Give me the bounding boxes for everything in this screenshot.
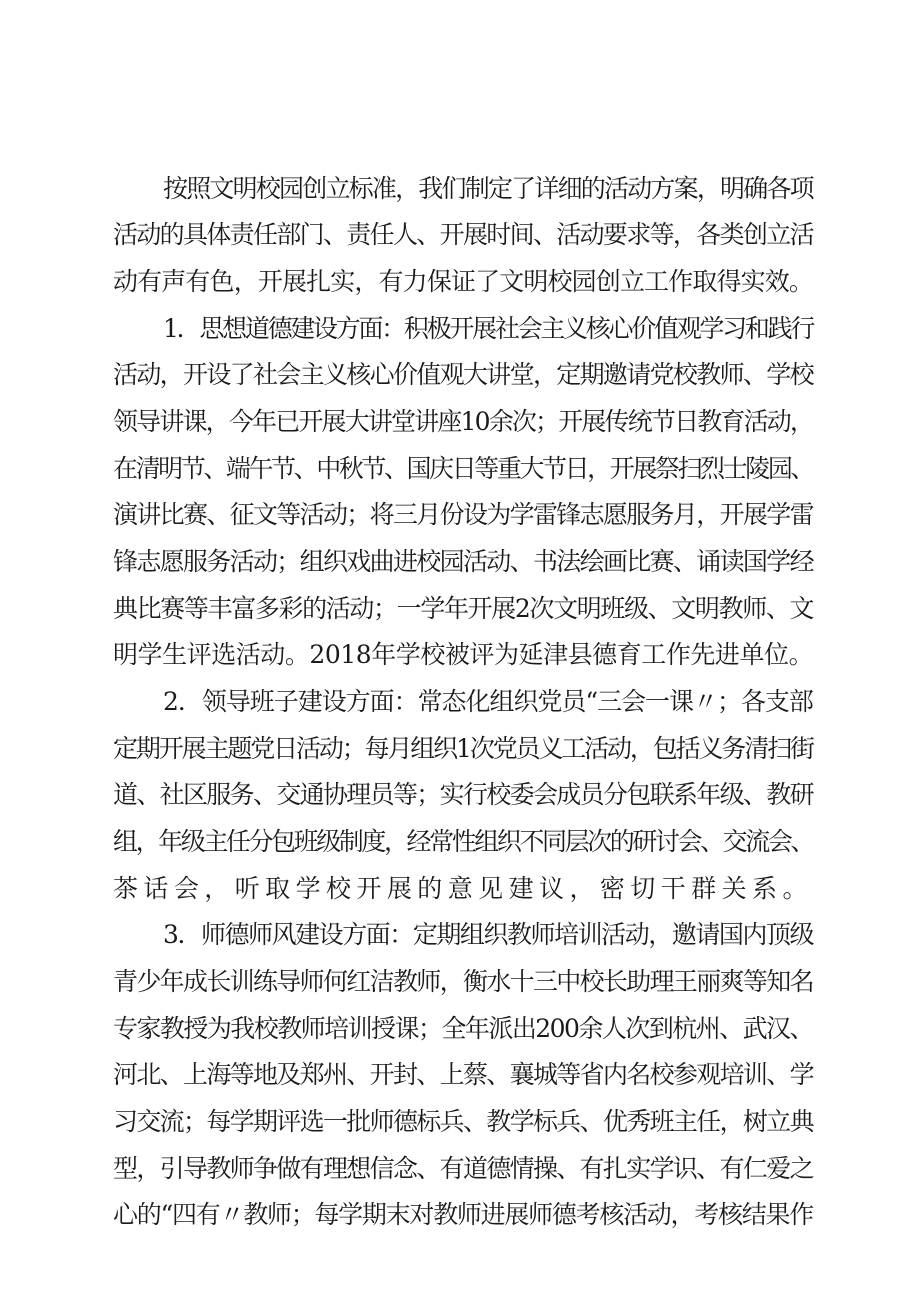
paragraph-3-line-2: 定期开展主题党日活动；每月组织1次党员义工活动，包括义务清扫街	[113, 734, 813, 763]
paragraph-2-line-8: 明学生评选活动。2018年学校被评为延津县德育工作先进单位。	[113, 640, 814, 669]
paragraph-3-line-1: 2．领导班子建设方面：常态化组织党员“三会一课〃；各支部	[163, 687, 813, 716]
paragraph-4-line-4: 河北、上海等地及郑州、开封、上蔡、襄城等省内名校参观培训、学	[113, 1060, 813, 1089]
paragraph-2-line-2: 活动，开设了社会主义核心价值观大讲堂，定期邀请党校教师、学校	[113, 360, 813, 389]
paragraph-3-line-5: 茶话会，听取学校开展的意见建议，密切干群关系。	[113, 874, 813, 903]
paragraph-1-line-3: 动有声有色，开展扎实，有力保证了文明校园创立工作取得实效。	[113, 267, 814, 296]
paragraph-4-line-7: 心的“四有〃教师；每学期末对教师进展师德考核活动，考核结果作	[113, 1200, 813, 1229]
paragraph-4-line-1: 3．师德师风建设方面：定期组织教师培训活动，邀请国内顶级	[163, 920, 814, 949]
paragraph-1-line-2: 活动的具体责任部门、责任人、开展时间、活动要求等，各类创立活	[113, 220, 813, 249]
paragraph-4-line-2: 青少年成长训练导师何红洁教师，衡水十三中校长助理王丽爽等知名	[113, 967, 813, 996]
paragraph-2-line-1: 1．思想道德建设方面：积极开展社会主义核心价值观学习和践行	[163, 314, 814, 343]
paragraph-2-line-7: 典比赛等丰富多彩的活动；一学年开展2次文明班级、文明教师、文	[113, 594, 814, 623]
paragraph-3-line-3: 道、社区服务、交通协理员等；实行校委会成员分包联系年级、教研	[113, 780, 813, 809]
paragraph-4-line-3: 专家教授为我校教师培训授课；全年派出200余人次到杭州、武汉、	[113, 1014, 813, 1043]
paragraph-4-line-5: 习交流；每学期评选一批师德标兵、教学标兵、优秀班主任，树立典	[113, 1107, 813, 1136]
paragraph-2-line-3: 领导讲课，今年已开展大讲堂讲座10余次；开展传统节日教育活动，	[113, 407, 814, 436]
paragraph-4-line-6: 型，引导教师争做有理想信念、有道德情操、有扎实学识、有仁爱之	[113, 1154, 813, 1183]
paragraph-2-line-6: 锋志愿服务活动；组织戏曲进校园活动、书法绘画比赛、诵读国学经	[113, 547, 813, 576]
paragraph-1-line-1: 按照文明校园创立标准，我们制定了详细的活动方案，明确各项	[163, 174, 813, 203]
paragraph-2-line-4: 在清明节、端午节、中秋节、国庆日等重大节日，开展祭扫烈士陵园、	[113, 454, 813, 483]
paragraph-2-line-5: 演讲比赛、征文等活动；将三月份设为学雷锋志愿服务月，开展学雷	[113, 500, 813, 529]
paragraph-3-line-4: 组，年级主任分包班级制度，经常性组织不同层次的研讨会、交流会、	[113, 827, 813, 856]
